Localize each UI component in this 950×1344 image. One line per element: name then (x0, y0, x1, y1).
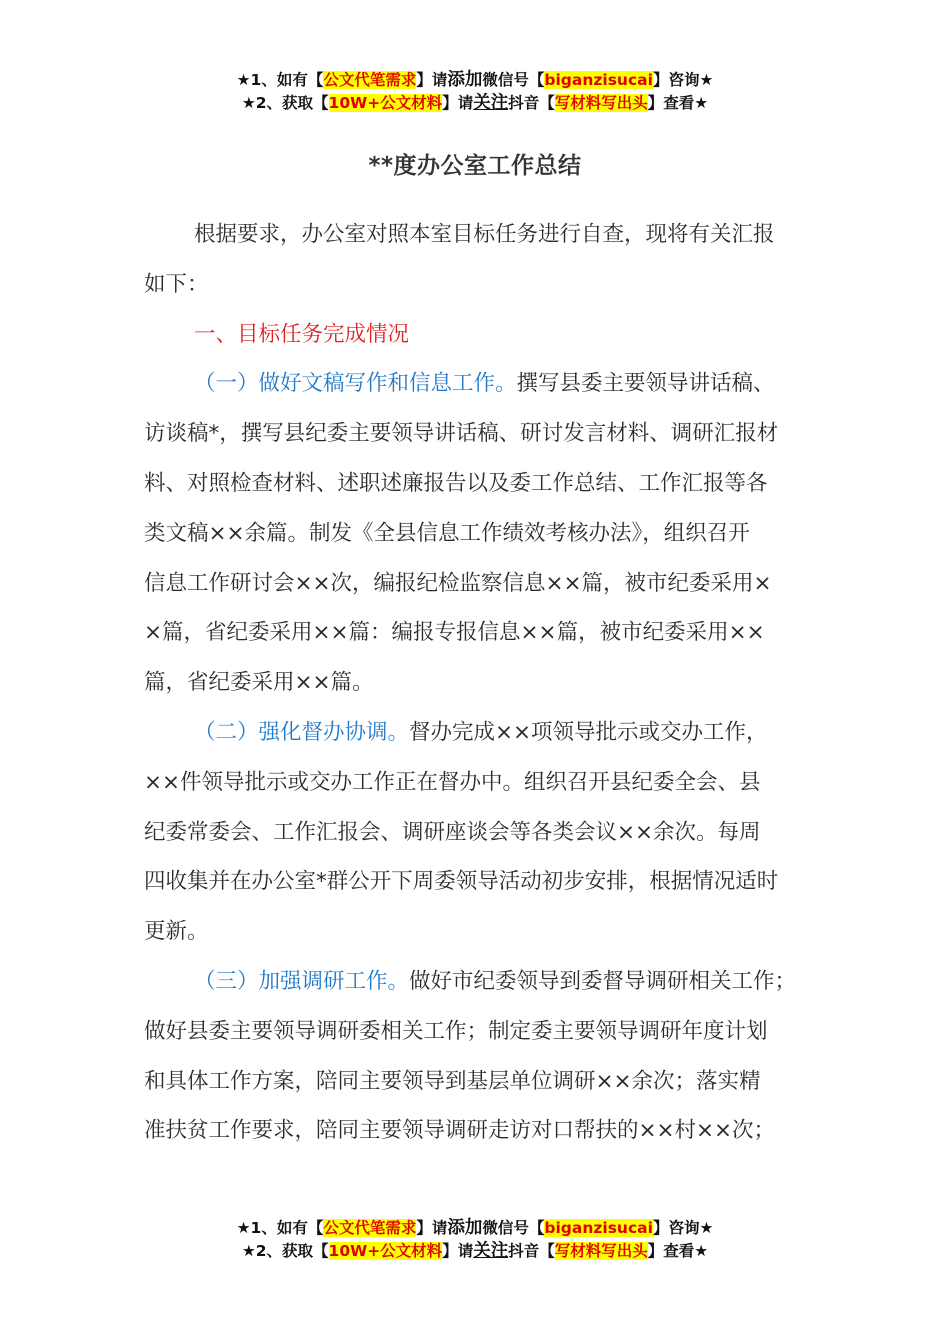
banner-text: ★1、如有【 (236, 1219, 324, 1237)
banner-line-1 (0, 69, 950, 92)
banner-highlight: 公文代笔需求 (323, 71, 417, 89)
paragraph-line: ××件领导批示或交办工作正在督办中。组织召开县纪委全会、县 (144, 769, 761, 795)
banner-text: 】咨询★ (652, 71, 714, 89)
paragraph-line: ×篇，省纪委采用××篇：编报专报信息××篇，被市纪委采用×× (144, 620, 765, 646)
banner-text: ★1、如有【 (236, 71, 324, 89)
banner-emphasis: 添加 (447, 1218, 483, 1238)
document-body (144, 210, 834, 1156)
banner-text: ★2、获取【 (241, 1242, 329, 1260)
item-1-heading: （一）做好文稿写作和信息工作。 (194, 371, 517, 397)
item-3-heading: （三）加强调研工作。 (194, 968, 410, 994)
paragraph-line: 更新。 (144, 919, 209, 945)
banner-text: 】查看★ (647, 94, 709, 112)
banner-text: 】请 (442, 94, 474, 112)
item-1-first-line (144, 359, 834, 409)
banner-emphasis: 关注 (473, 93, 509, 113)
footer-banner (0, 1217, 950, 1263)
banner-douyin-name: 写材料写出头 (554, 94, 648, 112)
banner-emphasis: 关注 (473, 1241, 509, 1261)
banner-text: ★2、获取【 (241, 94, 329, 112)
paragraph-line: 篇，省纪委采用××篇。 (144, 670, 374, 696)
paragraph-line: 类文稿××余篇。制发《全县信息工作绩效考核办法》，组织召开 (144, 520, 750, 546)
banner-wechat-id: biganzisucai (544, 1219, 653, 1237)
paragraph-line: 访谈稿*，撰写县纪委主要领导讲话稿、研讨发言材料、调研汇报材 (144, 421, 779, 447)
paragraph-line: 纪委常委会、工作汇报会、调研座谈会等各类会议××余次。每周 (144, 819, 761, 845)
item-2-first-line (144, 708, 834, 758)
intro-line: 根据要求，办公室对照本室目标任务进行自查，现将有关汇报 (194, 222, 775, 247)
banner-text: 微信号【 (482, 71, 545, 89)
banner-line-2 (0, 92, 950, 115)
intro-line: 如下： (144, 271, 209, 297)
banner-highlight: 10W+公文材料 (328, 1242, 443, 1260)
page-title: **度办公室工作总结 (368, 153, 582, 179)
paragraph-text: 督办完成××项领导批示或交办工作， (409, 719, 768, 745)
banner-text: 】请 (416, 1219, 448, 1237)
banner-highlight: 10W+公文材料 (328, 94, 443, 112)
item-3-first-line (144, 957, 834, 1007)
banner-douyin-name: 写材料写出头 (554, 1242, 648, 1260)
paragraph-line: 信息工作研讨会××次，编报纪检监察信息××篇，被市纪委采用× (144, 570, 772, 596)
banner-line-2 (0, 1240, 950, 1263)
paragraph-text: 做好市纪委领导到委督导调研相关工作； (409, 968, 797, 994)
item-2-heading: （二）强化督办协调。 (194, 719, 410, 745)
banner-text: 】查看★ (647, 1242, 709, 1260)
banner-text: 微信号【 (482, 1219, 545, 1237)
banner-line-1 (0, 1217, 950, 1240)
paragraph-line: 和具体工作方案，陪同主要领导到基层单位调研××余次；落实精 (144, 1068, 761, 1094)
paragraph-line: 准扶贫工作要求，陪同主要领导调研走访对口帮扶的××村××次； (144, 1118, 776, 1144)
paragraph-line: 做好县委主要领导调研委相关工作；制定委主要领导调研年度计划 (144, 1018, 768, 1044)
banner-wechat-id: biganzisucai (544, 71, 653, 89)
section-heading: 一、目标任务完成情况 (194, 321, 410, 347)
banner-text: 】请 (442, 1242, 474, 1260)
banner-text: 抖音【 (508, 1242, 555, 1260)
paragraph-text: 撰写县委主要领导讲话稿、 (516, 371, 775, 397)
header-banner (0, 69, 950, 115)
paragraph-line: 料、对照检查材料、述职述廉报告以及委工作总结、工作汇报等各 (144, 470, 768, 496)
paragraph-line: 四收集并在办公室*群公开下周委领导活动初步安排，根据情况适时 (144, 869, 779, 895)
banner-emphasis: 添加 (447, 70, 483, 90)
banner-text: 抖音【 (508, 94, 555, 112)
banner-text: 】咨询★ (652, 1219, 714, 1237)
banner-text: 】请 (416, 71, 448, 89)
banner-highlight: 公文代笔需求 (323, 1219, 417, 1237)
